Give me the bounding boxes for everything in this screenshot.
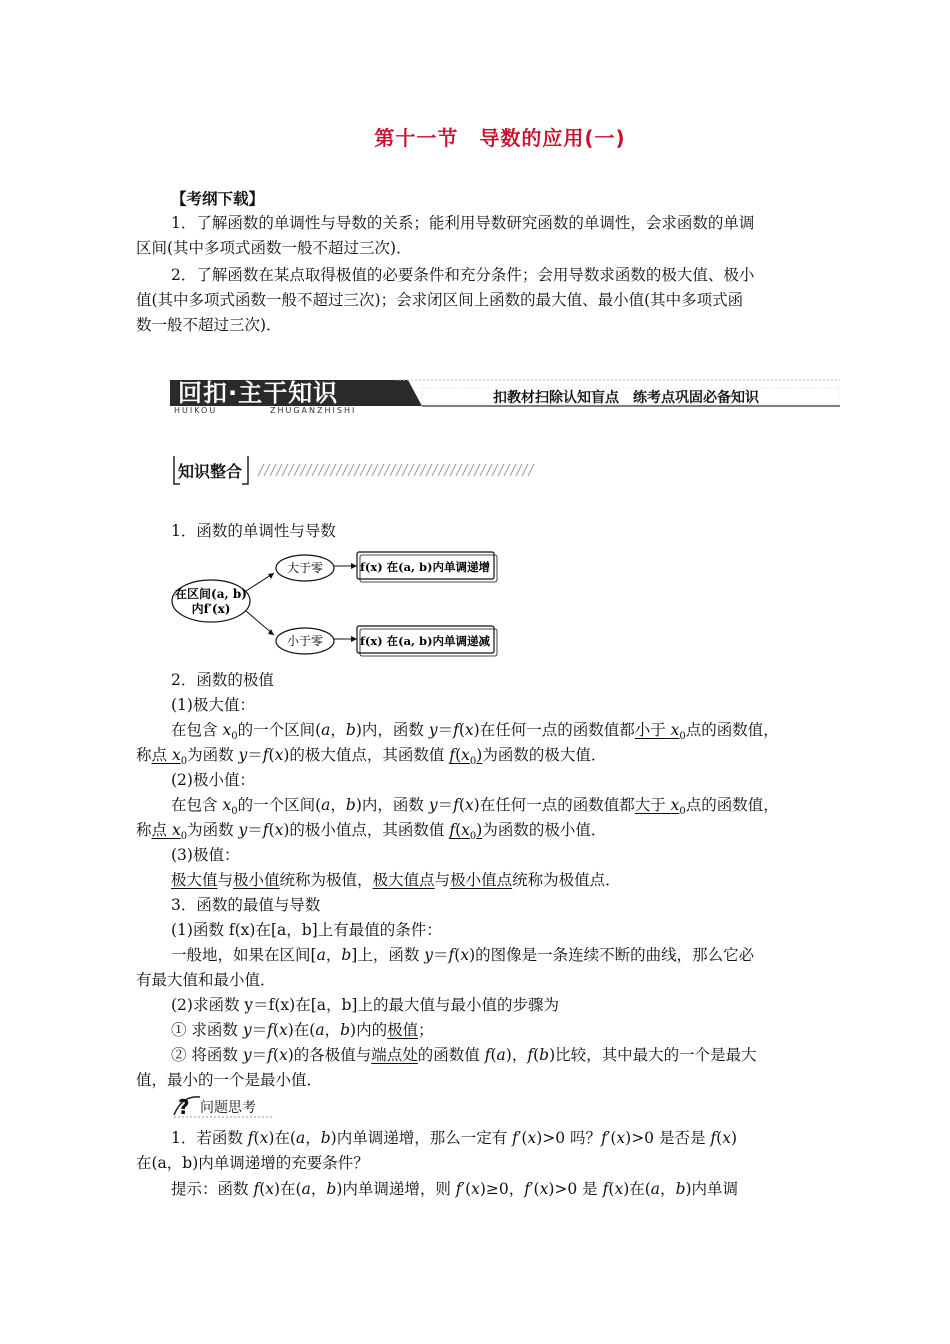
sec2-min-line2: 称点 $x_0$为函数 y＝f(x)的极小值点，其函数值 $f(x_0)$为函数的极小值．: [136, 821, 607, 843]
syllabus-heading: 【考纲下载】: [171, 189, 265, 208]
banner-main: 回扣·主干知识: [178, 379, 339, 407]
banner-slogan: 扣教材扫除认知盲点 练考点巩固必备知识: [493, 390, 759, 406]
banner-pinyin-right: ZHUGANZHISHI: [270, 406, 357, 414]
syllabus-item2-line2: 值(其中多项式函数一般不超过三次)；会求闭区间上函数的最大值、最小值(其中多项式函: [136, 291, 744, 309]
knowledge-tag: [170, 454, 540, 488]
syllabus-item1-line2: 区间(其中多项式函数一般不超过三次)．: [136, 239, 412, 257]
sec2-min-label: (2)极小值：: [171, 771, 255, 789]
knowledge-tag-label: 知识整合: [178, 462, 243, 481]
syllabus-item1-line1: 1．了解函数的单调性与导数的关系；能利用导数研究函数的单调性，会求函数的单调: [171, 214, 755, 232]
diagram-upper-cond: 大于零: [286, 561, 324, 575]
diagram-root-line1: 在区间(a, b): [175, 587, 247, 601]
sec2-max-label: (1)极大值：: [171, 696, 255, 714]
sec2-heading: 2．函数的极值: [171, 671, 274, 689]
page-title: 第十一节 导数的应用(一): [374, 126, 626, 150]
sec3-cond-label: (1)函数 f(x)在[a，b]上有最值的条件：: [171, 921, 442, 939]
hint-line1: 提示：函数 f(x)在(a，b)内单调递增，则 f′(x)≥0，f′(x)>0 是 f(x)在(a，b)内单调: [171, 1180, 739, 1198]
question1-line1: 1．若函数 f(x)在(a，b)内单调递增，那么一定有 f′(x)>0 吗？f′(x)>0 是否是 f(x): [171, 1129, 738, 1147]
sec2-ext-label: (3)极值：: [171, 846, 240, 864]
sec3-heading: 3．函数的最值与导数: [171, 896, 321, 914]
diagram-lower-cond: 小于零: [286, 634, 324, 648]
question-tag-label: 问题思考: [200, 1100, 256, 1116]
sec3-cond-line2: 有最大值和最小值．: [136, 971, 276, 989]
sec3-cond-line1: 一般地，如果在区间[a，b]上，函数 y＝f(x)的图像是一条连续不断的曲线，那么它必: [171, 946, 755, 964]
question-mark-icon: ?: [178, 1095, 190, 1119]
sec3-step2-line1: ② 将函数 y＝f(x)的各极值与端点处的函数值 f(a)，f(b)比较，其中最大的一个是最大: [171, 1046, 757, 1064]
syllabus-item2-line3: 数一般不超过三次)．: [136, 316, 282, 334]
sec3-step2-line2: 值，最小的一个是最小值．: [136, 1071, 323, 1089]
banner-pinyin-left: HUIKOU: [174, 406, 218, 414]
diagram-lower-result: f(x) 在(a, b)内单调递减: [359, 634, 491, 648]
sec1-heading: 1．函数的单调性与导数: [171, 522, 336, 540]
section-banner: [170, 374, 840, 414]
diagram-upper-result: f(x) 在(a, b)内单调递增: [359, 560, 491, 574]
diagram-root-line2: 内f′(x): [191, 602, 231, 616]
sec2-min-line1: 在包含 $x_0$的一个区间(a，b)内，函数 y＝f(x)在任何一点的函数值都大于 $x_0$点的函数值，: [171, 796, 779, 818]
syllabus-item2-line1: 2．了解函数在某点取得极值的必要条件和充分条件；会用导数求函数的极大值、极小: [171, 266, 755, 284]
sec2-ext-line: 极大值与极小值统称为极值，极大值点与极小值点统称为极值点．: [171, 871, 621, 889]
sec2-max-line2: 称点 $x_0$为函数 y＝f(x)的极大值点，其函数值 $f(x_0)$为函数的极大值．: [136, 746, 607, 768]
monotonicity-diagram: [168, 545, 503, 663]
sec2-max-line1: 在包含 $x_0$的一个区间(a，b)内，函数 y＝f(x)在任何一点的函数值都小于 $x_0$点的函数值，: [171, 721, 779, 743]
sec3-step1: ① 求函数 y＝f(x)在(a，b)内的极值；: [171, 1021, 434, 1039]
question1-line2: 在(a，b)内单调递增的充要条件？: [136, 1154, 369, 1172]
sec3-steps-label: (2)求函数 y＝f(x)在[a，b]上的最大值与最小值的步骤为: [171, 996, 559, 1014]
question-tag: [172, 1093, 282, 1119]
